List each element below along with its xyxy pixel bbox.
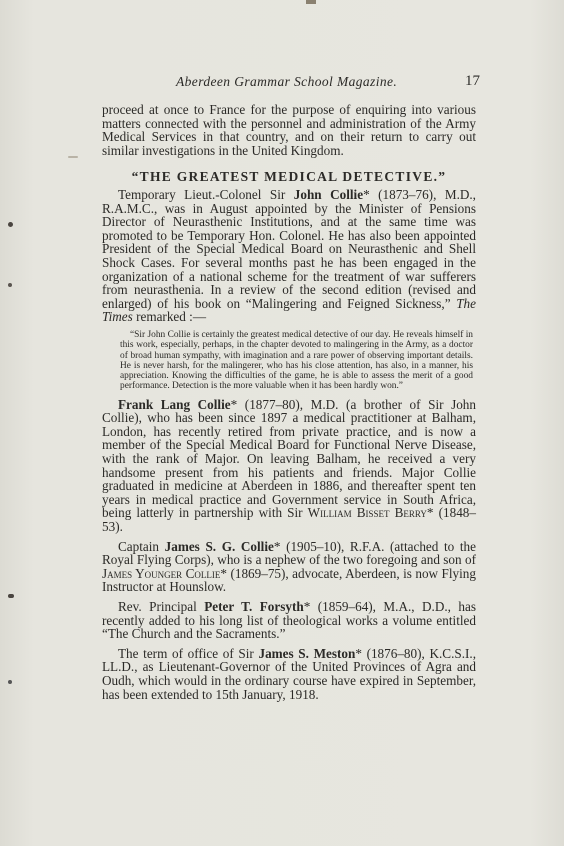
running-title: Aberdeen Grammar School Magazine.: [176, 74, 398, 89]
page-number: 17: [465, 73, 480, 89]
binding-mark: [306, 0, 316, 4]
binding-hole: [8, 222, 13, 227]
person-name: John Collie: [293, 186, 364, 202]
person-name: Peter T. Forsyth: [204, 599, 304, 614]
paragraph-john-collie: Temporary Lieut.-Colonel Sir John Collie* (1873–76), M.D., R.A.M.C., was in August appointed by the Minister of Pensions Director of Neurasthenic Institutions, and at the same time was promoted to be Temporary Hon. Colonel. He has also been appointed President of the Special Medical Board on Neurasthenic and Shell Shock Cases. For several months past he has been engaged in the organization of a national scheme for the treatment of war sufferers from neurasthenia. In a review of the second edition (revised and enlarged) of his book on “Malingering and Feigned Sickness,” The Times remarked :—: [102, 186, 476, 325]
paragraph-frank-collie: Frank Lang Collie* (1877–80), M.D. (a brother of Sir John Collie), who has been since 1897 a medical practitioner at Balham, London, has recently retired from private practice, and is now a member of the Special Medical Board for Functional Nerve Disease, with the rank of Major. On leaving Balham, he received a very handsome present from his patients and friends. Major Collie graduated in medicine at Aberdeen in 1886, and thereafter spent ten years in medical practice and Government service in South Africa, being latterly in partnership with Sir William Bisset Berry* (1848–53).: [102, 396, 476, 535]
article-body: [102, 103, 476, 707]
paragraph-meston: The term of office of Sir James S. Meston* (1876–80), K.C.S.I., LL.D., as Lieutenant-Governor of the United Provinces of Agra and Oudh, which would in the ordinary course have expired in September, has been extended to 15th January, 1918.: [102, 645, 476, 702]
person-name: Frank Lang Collie: [118, 396, 231, 412]
person-name: James S. G. Collie: [164, 538, 274, 554]
margin-mark: [68, 156, 78, 158]
paragraph-james-collie: Captain James S. G. Collie* (1905–10), R.F.A. (attached to the Royal Flying Corps), who is a nephew of the two foregoing and son of James Younger Collie* (1869–75), advocate, Aberdeen, is now Flying Instructor at Hounslow.: [102, 538, 476, 595]
section-heading: “THE GREATEST MEDICAL DETECTIVE.”: [131, 169, 447, 185]
person-name-smallcaps: James Younger Collie: [102, 565, 221, 581]
binding-hole: [8, 594, 14, 598]
publication-name: The Times: [102, 295, 476, 325]
paragraph-continuation: proceed at once to France for the purpose of enquiring into various matters connected with the personnel and administration of the Army Medical Services in that country, and on their return to carry out similar investigations in the United Kingdom.: [102, 102, 476, 158]
binding-hole: [8, 283, 12, 287]
person-name-smallcaps: William Bisset Berry: [307, 505, 427, 521]
review-quote: “Sir John Collie is certainly the greatest medical detective of our day. He reveals himself in this work, especially, perhaps, in the chapter devoted to malingering in the Army, as a doctor of broad human sympathy, with imagination and a rare power of observing important details. He is never harsh, for the malingerer, who has his close attention, has also, in a manner, his appreciation. Knowing the difficulties of the game, he is able to assess the merit of a good performance. Detection is the more valuable when it has been hardly won.”: [120, 329, 473, 392]
binding-hole: [8, 680, 12, 684]
person-name: James S. Meston: [258, 645, 356, 661]
paragraph-forsyth: Rev. Principal Peter T. Forsyth* (1859–64), M.A., D.D., has recently added to his long list of theological works a volume entitled “The Church and the Sacraments.”: [102, 599, 476, 642]
running-header: [100, 74, 480, 94]
